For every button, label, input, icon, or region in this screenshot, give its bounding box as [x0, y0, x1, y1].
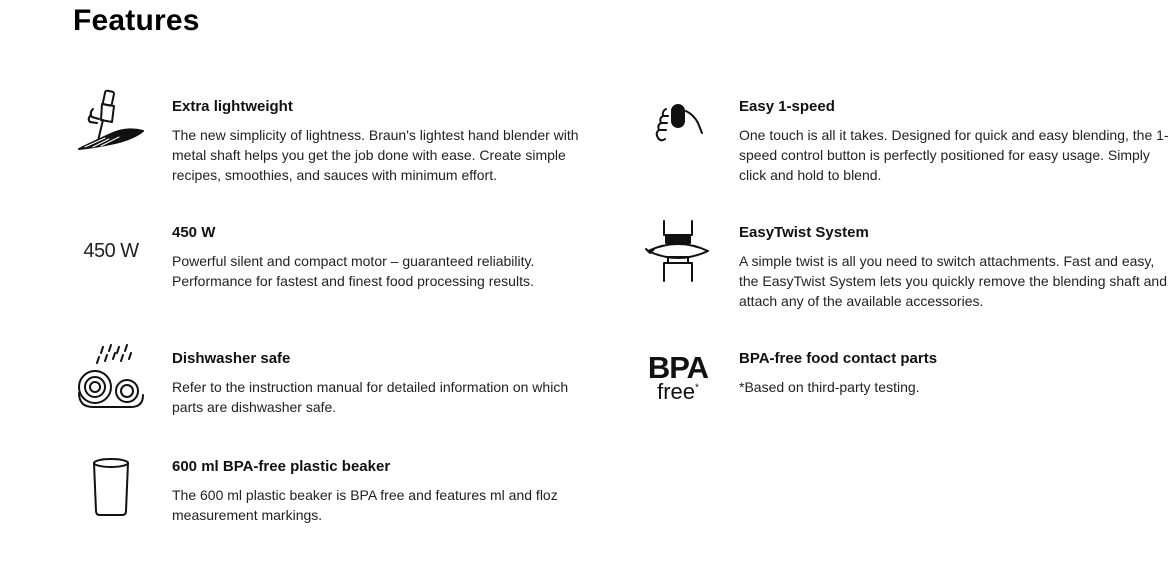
feature-title: Easy 1-speed [739, 98, 835, 115]
bpa-icon-sub-text: free [657, 378, 695, 404]
feature-description: *Based on third-party testing. [739, 379, 920, 395]
twist-attachment-icon [641, 214, 715, 288]
feature-description: The 600 ml plastic beaker is BPA free and features ml and floz measurement markings. [172, 487, 558, 523]
feature-description: One touch is all it takes. Designed for quick and easy blending, the 1-speed control button is perfectly positioned for easy usage. Simply click and hold to blend. [739, 127, 1169, 183]
beaker-icon [74, 448, 148, 522]
feature-description: The new simplicity of lightness. Braun's lightest hand blender with metal shaft helps you get the job done with ease. Create simple recipes, smoothies, and sauces with minimum effort. [172, 127, 579, 183]
wattage-icon-text: 450 W [83, 239, 139, 262]
page-title: Features [73, 4, 200, 37]
feature-description: A simple twist is all you need to switch attachments. Fast and easy, the EasyTwist System lets you quickly remove the blending shaft and attach any of the available accessories. [739, 253, 1167, 309]
feature-title: Extra lightweight [172, 98, 293, 115]
feature-title: 450 W [172, 224, 216, 241]
feature-beaker [172, 458, 602, 525]
bpa-icon-sup-text: * [695, 382, 699, 394]
feature-title: 600 ml BPA-free plastic beaker [172, 458, 391, 475]
feature-bpa-free [647, 349, 1169, 404]
bpa-free-icon [641, 340, 715, 414]
feature-description: Refer to the instruction manual for detailed information on which parts are dishwasher safe. [172, 379, 569, 415]
feature-description: Powerful silent and compact motor – guaranteed reliability. Performance for fastest and finest food processing results. [172, 253, 535, 289]
feature-dishwasher-safe [172, 350, 602, 417]
feature-title: BPA-free food contact parts [739, 350, 938, 367]
bpa-icon-main-text: BPA [647, 349, 709, 385]
feature-easytwist-system [739, 224, 1169, 311]
feature-easy-1-speed [739, 98, 1169, 185]
finger-press-button-icon [641, 88, 715, 162]
feature-extra-lightweight [172, 98, 602, 185]
hand-blender-feather-icon [74, 88, 148, 162]
feature-title: EasyTwist System [739, 224, 869, 241]
dishwasher-icon [74, 340, 148, 414]
feature-450w [83, 224, 602, 291]
wattage-icon [74, 214, 148, 288]
feature-title: Dishwasher safe [172, 350, 291, 367]
